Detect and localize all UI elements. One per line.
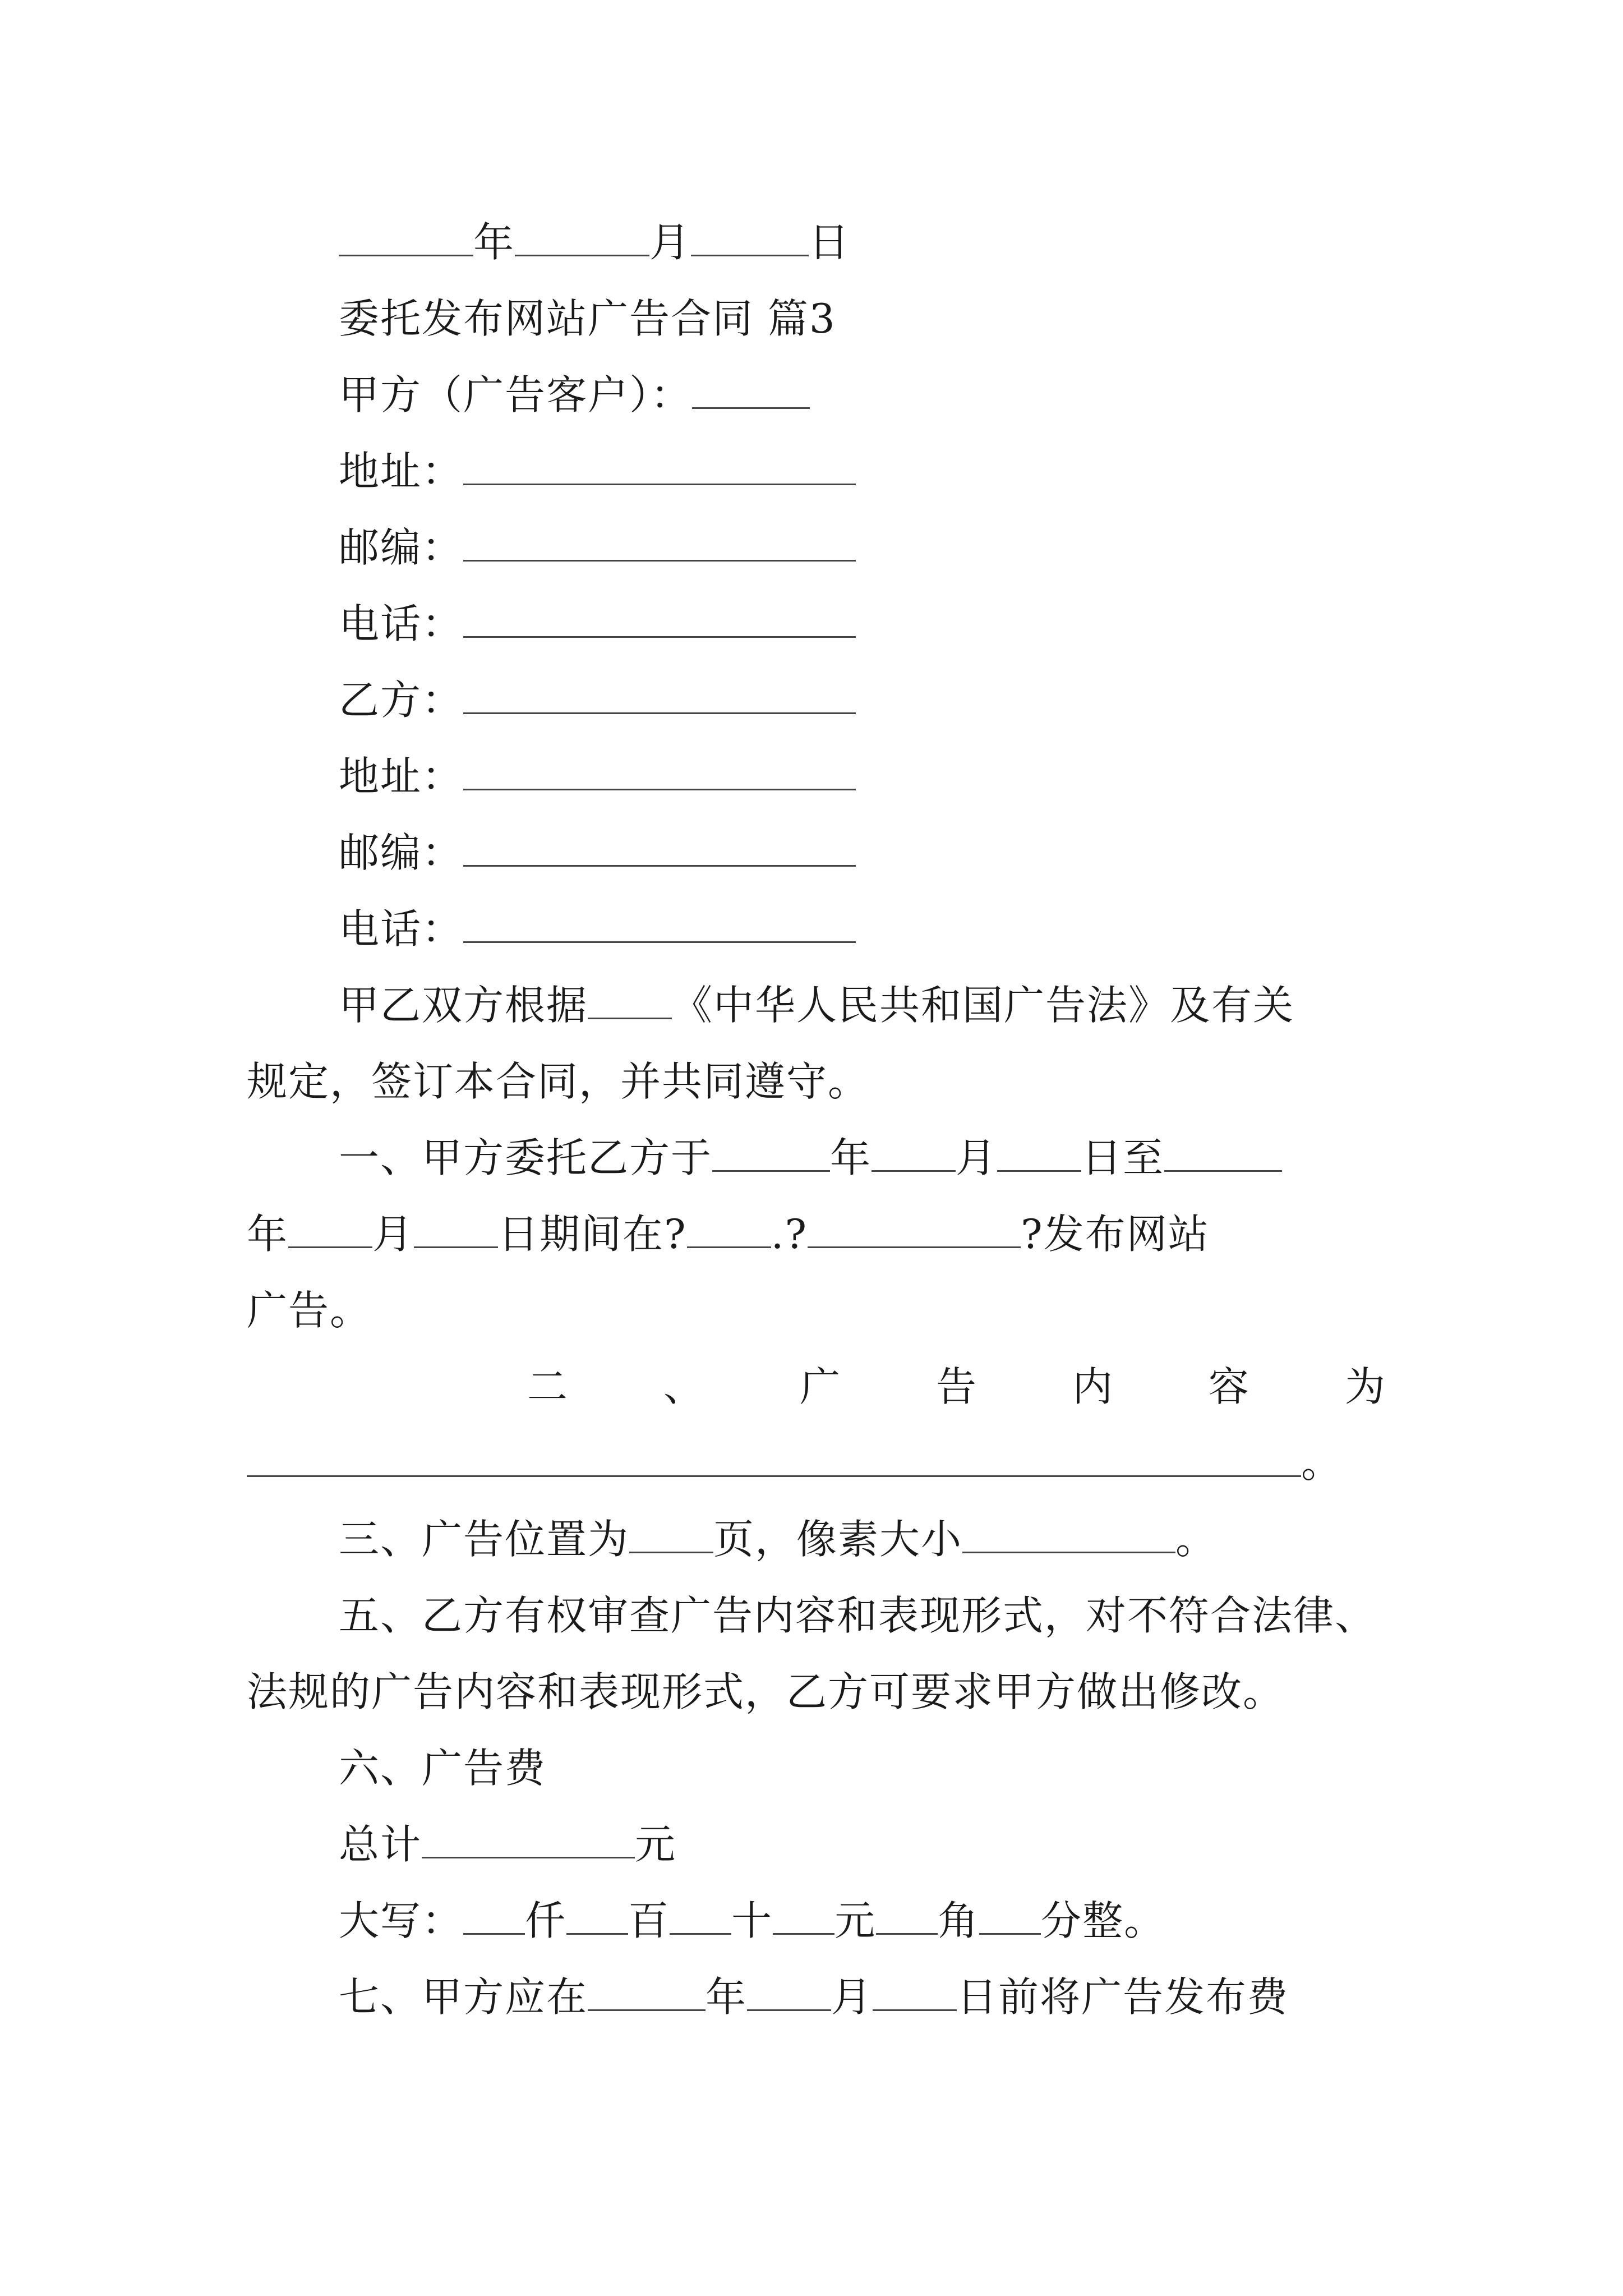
blank-party-b — [463, 678, 856, 714]
blank-yuan — [773, 1898, 834, 1935]
clause-3-text: 三、广告位置为 — [339, 1516, 630, 1563]
party-b-address — [339, 748, 856, 804]
clause-2-char: 广 — [799, 1363, 840, 1410]
blank-month — [515, 220, 649, 256]
document-title: 委托发布网站广告合同 篇3 — [339, 295, 836, 342]
party-a-postcode — [339, 519, 856, 576]
blank-thousand — [463, 1898, 525, 1935]
day-label: 日 — [809, 219, 851, 266]
postcode-label: 邮编： — [339, 829, 464, 876]
blank-address — [463, 449, 856, 485]
month-label: 月 — [372, 1211, 414, 1258]
party-b-line — [339, 672, 856, 728]
blank-day — [691, 220, 809, 256]
blank-domain — [808, 1212, 1021, 1248]
date-line — [339, 214, 850, 270]
blank-party-a — [692, 372, 810, 409]
clause-1-line-2 — [247, 1206, 1210, 1262]
unit-thousand: 仟 — [525, 1897, 567, 1944]
intro-line-2: 规定，签订本合同，并共同遵守。 — [247, 1058, 870, 1105]
clause-2-char: 容 — [1208, 1363, 1249, 1410]
blank-month — [872, 1135, 956, 1172]
day-to-label: 日至 — [1081, 1134, 1165, 1181]
clause-1-text: 一、甲方委托乙方于 — [339, 1134, 713, 1181]
intro-text: 甲乙双方根据 — [339, 982, 588, 1029]
clause-2-line-2 — [247, 1435, 1343, 1491]
party-b-label: 乙方： — [339, 677, 464, 724]
dot-text: .? — [771, 1211, 808, 1258]
address-label: 地址： — [339, 753, 464, 800]
clause-1-line-3: 广告。 — [247, 1287, 372, 1334]
clause-6-caps — [339, 1893, 1165, 1949]
postcode-label: 邮编： — [339, 524, 464, 571]
phone-label: 电话： — [339, 600, 464, 647]
clause-7-text: 七、甲方应在 — [339, 1973, 588, 2021]
clause-5-line-1: 五、乙方有权审查广告内容和表现形式，对不符合法律、 — [339, 1592, 1377, 1639]
blank-total — [422, 1822, 635, 1858]
total-label: 总计 — [339, 1821, 422, 1868]
unit-fen: 分整。 — [1041, 1897, 1166, 1944]
year-label: 年 — [706, 1973, 748, 2021]
blank-phone — [463, 907, 856, 943]
party-b-postcode — [339, 825, 856, 881]
party-a-phone — [339, 596, 856, 652]
clause-5-line-2: 法规的广告内容和表现形式，乙方可要求甲方做出修改。 — [247, 1668, 1285, 1715]
clause-7-tail: 日前将广告发布费 — [957, 1973, 1289, 2021]
intro-line-1 — [339, 977, 1294, 1033]
address-label: 地址： — [339, 448, 464, 495]
clause-2-char: 告 — [935, 1363, 976, 1410]
clause-2-char: 、 — [663, 1363, 704, 1410]
year-label: 年 — [830, 1134, 872, 1181]
blank-postcode — [463, 525, 856, 562]
blank-year-2 — [1164, 1135, 1282, 1172]
blank-year — [712, 1135, 830, 1172]
clause-7-line — [339, 1969, 1289, 2025]
blank-month — [288, 1212, 372, 1248]
blank-year — [588, 1975, 706, 2011]
blank-day — [997, 1135, 1081, 1172]
clause-6-title: 六、广告费 — [339, 1745, 547, 1792]
blank-fen — [979, 1898, 1041, 1935]
unit-hundred: 百 — [628, 1897, 670, 1944]
unit-ten: 十 — [731, 1897, 773, 1944]
blank-ad-content — [247, 1441, 1301, 1477]
blank-month — [747, 1975, 831, 2011]
party-a-line — [339, 367, 810, 423]
blank-address — [463, 754, 856, 790]
blank-hundred — [566, 1898, 628, 1935]
month-label: 月 — [956, 1134, 998, 1181]
total-unit: 元 — [635, 1821, 677, 1868]
party-b-phone — [339, 901, 856, 957]
blank-page — [629, 1517, 713, 1553]
blank-day — [873, 1975, 957, 2011]
blank-year — [339, 220, 473, 256]
blank-day — [414, 1212, 498, 1248]
phone-label: 电话： — [339, 905, 464, 953]
unit-jiao: 角 — [938, 1897, 980, 1944]
blank-postcode — [463, 830, 856, 867]
period-text: 日期间在? — [498, 1211, 687, 1258]
clause-6-total — [339, 1816, 676, 1872]
clause-2-char: 内 — [1072, 1363, 1113, 1410]
clause-1-line-1 — [339, 1130, 1282, 1186]
unit-yuan: 元 — [834, 1897, 877, 1944]
clause-2-end: 。 — [1301, 1439, 1343, 1487]
clause-2-char: 二 — [527, 1363, 568, 1410]
party-a-label: 甲方（广告客户）： — [339, 371, 693, 418]
blank-pixel-size — [962, 1517, 1175, 1553]
year-label: 年 — [247, 1211, 289, 1258]
blank-phone — [463, 601, 856, 638]
intro-law: 《中华人民共和国广告法》及有关 — [672, 982, 1295, 1029]
clause-2-char: 为 — [1344, 1363, 1385, 1410]
page-text: 页，像素大小 — [713, 1516, 963, 1563]
blank-intro — [588, 983, 672, 1019]
clause-3-line — [339, 1511, 1217, 1567]
caps-label: 大写： — [339, 1897, 464, 1944]
clause-2-line-1 — [247, 1359, 1385, 1415]
publish-text: ?发布网站 — [1021, 1211, 1210, 1258]
blank-ten — [670, 1898, 731, 1935]
year-label: 年 — [473, 219, 515, 266]
month-label: 月 — [649, 219, 691, 266]
blank-jiao — [876, 1898, 938, 1935]
party-a-address — [339, 443, 856, 499]
month-label: 月 — [831, 1973, 873, 2021]
clause-3-end: 。 — [1175, 1516, 1218, 1563]
blank-site — [687, 1212, 771, 1248]
